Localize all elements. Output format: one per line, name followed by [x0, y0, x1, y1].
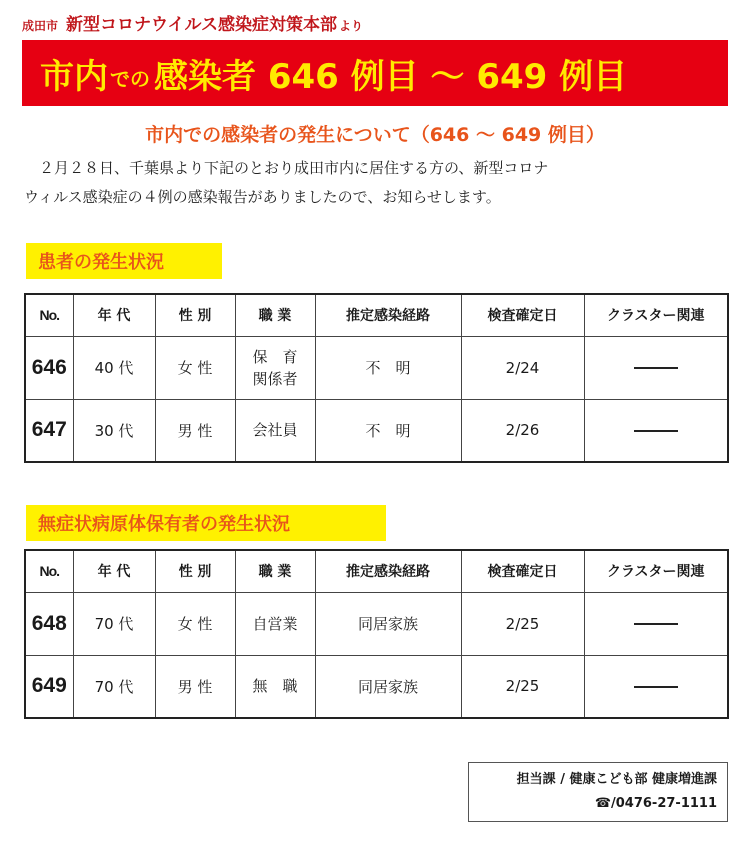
col-route: 推定感染経路: [315, 550, 461, 592]
table-row: [25, 336, 728, 399]
contact-box: [468, 762, 728, 822]
banner-text-2: での: [110, 66, 150, 91]
col-sex: 性 別: [155, 550, 235, 592]
dash-mark: [634, 367, 678, 369]
col-cluster: クラスター関連: [584, 294, 728, 336]
case-no: 649: [25, 655, 73, 718]
intro-line-2: ウィルス感染症の４例の感染報告がありましたので、お知らせします。: [24, 188, 501, 206]
asymptomatic-section-title: 無症状病原体保有者の発生状況: [26, 505, 386, 541]
table-header-row: [25, 550, 728, 592]
case-job-line-2: 関係者: [252, 369, 298, 388]
case-sex: 女 性: [155, 592, 235, 655]
case-cluster: [584, 399, 728, 462]
dash-mark: [634, 430, 678, 432]
case-date: 2/25: [461, 655, 584, 718]
col-date: 検査確定日: [461, 294, 584, 336]
from-label: より: [339, 19, 364, 33]
col-job: 職 業: [235, 294, 315, 336]
table-row: [25, 399, 728, 462]
header-line: [22, 10, 363, 36]
case-route: 不 明: [315, 399, 461, 462]
dash-mark: [634, 686, 678, 688]
patients-table: [24, 293, 729, 463]
col-sex: 性 別: [155, 294, 235, 336]
city-name: 成田市: [22, 19, 59, 33]
case-date: 2/25: [461, 592, 584, 655]
contact-department: 担当課 / 健康こども部 健康増進課: [516, 772, 717, 787]
case-age: 40 代: [73, 336, 155, 399]
case-age: 30 代: [73, 399, 155, 462]
contact-phone: ☎/0476-27-1111: [594, 796, 717, 811]
dash-mark: [634, 623, 678, 625]
intro-paragraph: [24, 154, 730, 212]
case-sex: 女 性: [155, 336, 235, 399]
case-date: 2/24: [461, 336, 584, 399]
patients-section-title: 患者の発生状況: [26, 243, 222, 279]
case-job: 無 職: [235, 655, 315, 718]
banner-text-3: 感染者 646 例目 ～ 649 例目: [154, 56, 628, 97]
table-row: [25, 655, 728, 718]
col-no: No.: [25, 294, 73, 336]
col-age: 年 代: [73, 294, 155, 336]
case-sex: 男 性: [155, 399, 235, 462]
case-job: [235, 336, 315, 399]
case-age: 70 代: [73, 655, 155, 718]
case-job-line-1: 保 育: [252, 347, 298, 366]
case-cluster: [584, 655, 728, 718]
page-subtitle: 市内での感染者の発生について（646 ～ 649 例目）: [145, 124, 605, 146]
table-row: [25, 592, 728, 655]
case-job: 自営業: [235, 592, 315, 655]
case-no: 648: [25, 592, 73, 655]
col-date: 検査確定日: [461, 550, 584, 592]
case-route: 同居家族: [315, 655, 461, 718]
case-job: 会社員: [235, 399, 315, 462]
col-age: 年 代: [73, 550, 155, 592]
headquarters-name: 新型コロナウイルス感染症対策本部: [66, 15, 337, 35]
case-no: 646: [25, 336, 73, 399]
asymptomatic-table: [24, 549, 729, 719]
case-route: 不 明: [315, 336, 461, 399]
banner-text-1: 市内: [40, 56, 108, 97]
case-cluster: [584, 336, 728, 399]
case-sex: 男 性: [155, 655, 235, 718]
table-header-row: [25, 294, 728, 336]
title-banner: [22, 40, 728, 106]
col-job: 職 業: [235, 550, 315, 592]
case-no: 647: [25, 399, 73, 462]
case-cluster: [584, 592, 728, 655]
case-date: 2/26: [461, 399, 584, 462]
intro-line-1: ２月２８日、千葉県より下記のとおり成田市内に居住する方の、新型コロナ: [39, 159, 549, 177]
case-age: 70 代: [73, 592, 155, 655]
col-route: 推定感染経路: [315, 294, 461, 336]
col-cluster: クラスター関連: [584, 550, 728, 592]
case-route: 同居家族: [315, 592, 461, 655]
col-no: No.: [25, 550, 73, 592]
